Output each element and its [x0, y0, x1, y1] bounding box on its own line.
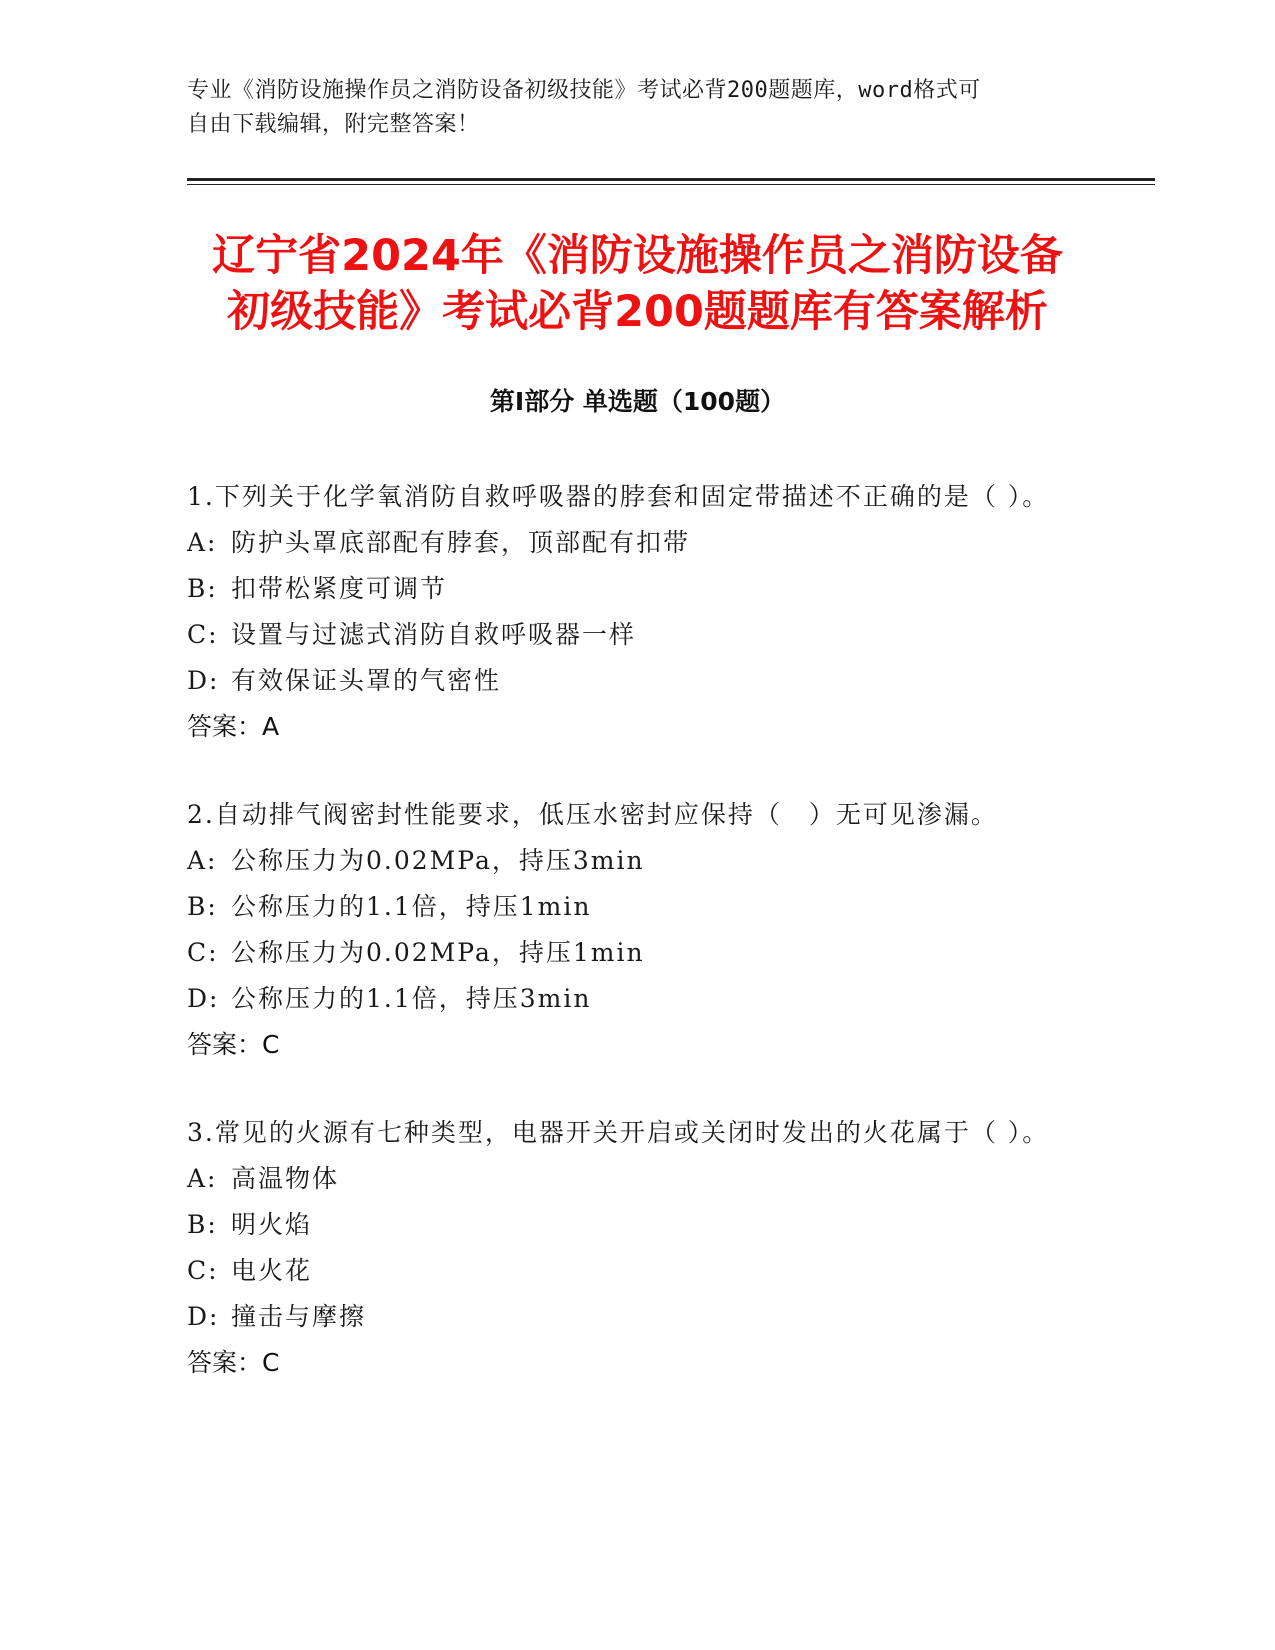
question-3: [187, 1110, 1067, 1386]
option-text: 公称压力的1.1倍，持压3min: [231, 984, 592, 1013]
option-d: [187, 976, 1067, 1022]
option-c: [187, 1248, 1067, 1294]
option-text: 公称压力为0.02MPa，持压1min: [231, 938, 645, 967]
option-letter: C:: [187, 620, 219, 649]
option-text: 撞击与摩擦: [231, 1302, 367, 1331]
document-title: [150, 228, 1125, 340]
question-text: 2.自动排气阀密封性能要求，低压水密封应保持（ ）无可见渗漏。: [187, 800, 998, 829]
header-divider-thick: [187, 178, 1155, 181]
option-b: [187, 884, 1067, 930]
option-text: 防护头罩底部配有脖套，顶部配有扣带: [231, 528, 691, 557]
option-d: [187, 658, 1067, 704]
question-text: 3.常见的火源有七种类型，电器开关开启或关闭时发出的火花属于（ ）。: [187, 1118, 1050, 1147]
option-text: 公称压力为0.02MPa，持压3min: [231, 846, 645, 875]
answer-line: 答案：C: [187, 1348, 280, 1377]
option-letter: C:: [187, 1256, 219, 1285]
option-b: [187, 1202, 1067, 1248]
header-note-line-2: 自由下载编辑，附完整答案！: [187, 112, 480, 137]
document-title-line-1: 辽宁省2024年《消防设施操作员之消防设备: [212, 231, 1063, 281]
option-letter: D:: [187, 984, 220, 1013]
option-a: [187, 1156, 1067, 1202]
section-heading: 第Ⅰ部分 单选题（100题）: [489, 387, 786, 416]
option-c: [187, 612, 1067, 658]
option-b: [187, 566, 1067, 612]
option-a: [187, 520, 1067, 566]
option-letter: D:: [187, 1302, 220, 1331]
option-letter: D:: [187, 666, 220, 695]
header-divider-thin: [187, 184, 1155, 185]
option-letter: B:: [187, 892, 218, 921]
option-letter: B:: [187, 574, 218, 603]
header-note: [187, 74, 1067, 142]
option-a: [187, 838, 1067, 884]
answer-line: 答案：C: [187, 1030, 280, 1059]
option-c: [187, 930, 1067, 976]
option-text: 电火花: [231, 1256, 313, 1285]
option-letter: C:: [187, 938, 219, 967]
option-letter: A:: [187, 846, 218, 875]
option-text: 有效保证头罩的气密性: [231, 666, 502, 695]
answer-line: 答案：A: [187, 712, 280, 741]
option-d: [187, 1294, 1067, 1340]
option-text: 明火焰: [231, 1210, 313, 1239]
option-text: 高温物体: [231, 1164, 340, 1193]
option-letter: A:: [187, 1164, 218, 1193]
question-1: [187, 474, 1067, 750]
option-text: 扣带松紧度可调节: [231, 574, 448, 603]
document-title-line-2: 初级技能》考试必背200题题库有答案解析: [227, 287, 1048, 337]
question-list: [187, 474, 1067, 1428]
question-text: 1.下列关于化学氧消防自救呼吸器的脖套和固定带描述不正确的是（ ）。: [187, 482, 1050, 511]
option-letter: A:: [187, 528, 218, 557]
header-note-line-1: 专业《消防设施操作员之消防设备初级技能》考试必背200题题库，word格式可: [187, 78, 981, 103]
option-text: 公称压力的1.1倍，持压1min: [231, 892, 592, 921]
option-text: 设置与过滤式消防自救呼吸器一样: [231, 620, 637, 649]
question-2: [187, 792, 1067, 1068]
option-letter: B:: [187, 1210, 218, 1239]
